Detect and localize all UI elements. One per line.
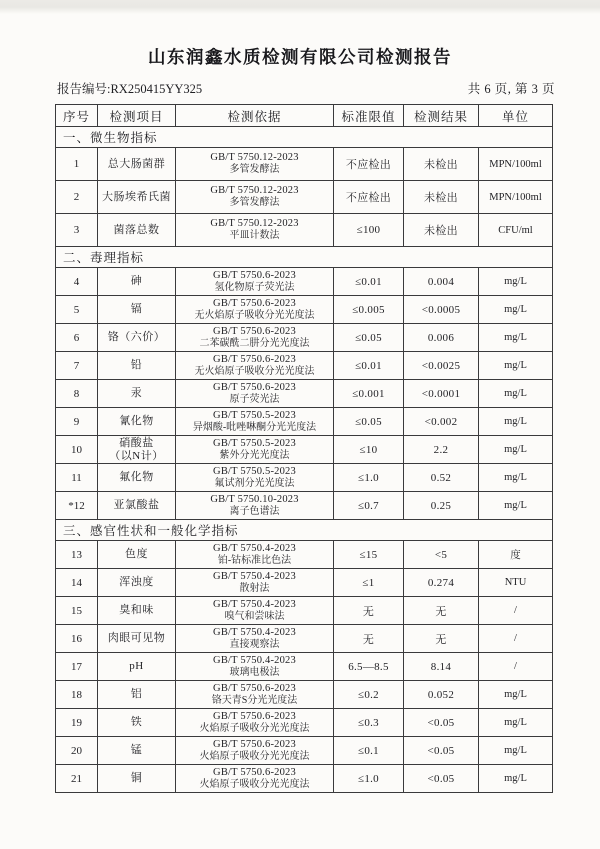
cell-unit: mg/L xyxy=(479,352,553,380)
cell-unit: mg/L xyxy=(479,464,553,492)
cell-test-result: 8.14 xyxy=(404,653,479,681)
cell-standard-limit: ≤0.1 xyxy=(334,737,404,765)
page-indicator: 共 6 页, 第 3 页 xyxy=(467,82,555,96)
cell-test-result: 0.25 xyxy=(404,492,479,520)
column-header-6: 单位 xyxy=(479,105,553,127)
cell-test-item: 硝酸盐 （以N计） xyxy=(98,436,176,464)
cell-test-result: 无 xyxy=(404,597,479,625)
section-title: 二、毒理指标 xyxy=(56,247,553,268)
cell-test-item: 菌落总数 xyxy=(98,214,176,247)
table-row xyxy=(56,296,553,324)
cell-serial-no: 21 xyxy=(56,765,98,793)
cell-serial-no: 10 xyxy=(56,436,98,464)
column-header-3: 检测依据 xyxy=(176,105,334,127)
section-row xyxy=(56,247,553,268)
cell-test-basis: GB/T 5750.4-2023 散射法 xyxy=(176,569,334,597)
cell-test-result: <0.0005 xyxy=(404,296,479,324)
cell-test-item: 铅 xyxy=(98,352,176,380)
cell-test-basis: GB/T 5750.6-2023 无火焰原子吸收分光光度法 xyxy=(176,296,334,324)
cell-unit: mg/L xyxy=(479,436,553,464)
cell-test-result: 0.052 xyxy=(404,681,479,709)
cell-unit: mg/L xyxy=(479,268,553,296)
table-row xyxy=(56,541,553,569)
cell-test-result: <0.0001 xyxy=(404,380,479,408)
cell-test-item: 氰化物 xyxy=(98,408,176,436)
cell-test-basis: GB/T 5750.4-2023 直接观察法 xyxy=(176,625,334,653)
cell-test-basis: GB/T 5750.6-2023 铬天青S分光光度法 xyxy=(176,681,334,709)
cell-test-basis: GB/T 5750.12-2023 多管发酵法 xyxy=(176,181,334,214)
table-row xyxy=(56,464,553,492)
cell-serial-no: 17 xyxy=(56,653,98,681)
cell-test-basis: GB/T 5750.5-2023 紫外分光光度法 xyxy=(176,436,334,464)
table-row xyxy=(56,681,553,709)
table-row xyxy=(56,268,553,296)
cell-unit: 度 xyxy=(479,541,553,569)
table-row xyxy=(56,737,553,765)
cell-test-result: <0.002 xyxy=(404,408,479,436)
cell-standard-limit: 不应检出 xyxy=(334,181,404,214)
cell-unit: / xyxy=(479,597,553,625)
cell-test-result: 未检出 xyxy=(404,148,479,181)
cell-serial-no: 16 xyxy=(56,625,98,653)
cell-test-item: 铁 xyxy=(98,709,176,737)
cell-serial-no: 11 xyxy=(56,464,98,492)
cell-standard-limit: ≤0.3 xyxy=(334,709,404,737)
cell-standard-limit: ≤0.7 xyxy=(334,492,404,520)
cell-test-item: 色度 xyxy=(98,541,176,569)
cell-unit: mg/L xyxy=(479,681,553,709)
table-row xyxy=(56,569,553,597)
cell-test-result: <5 xyxy=(404,541,479,569)
cell-serial-no: 19 xyxy=(56,709,98,737)
table-row xyxy=(56,214,553,247)
cell-serial-no: 20 xyxy=(56,737,98,765)
cell-standard-limit: 无 xyxy=(334,597,404,625)
cell-unit: mg/L xyxy=(479,492,553,520)
cell-serial-no: 4 xyxy=(56,268,98,296)
cell-test-result: 未检出 xyxy=(404,181,479,214)
cell-standard-limit: ≤0.05 xyxy=(334,408,404,436)
cell-standard-limit: ≤0.01 xyxy=(334,268,404,296)
report-meta xyxy=(57,79,555,97)
column-header-1: 序号 xyxy=(56,105,98,127)
cell-unit: mg/L xyxy=(479,380,553,408)
cell-test-result: 未检出 xyxy=(404,214,479,247)
table-row xyxy=(56,653,553,681)
cell-test-basis: GB/T 5750.6-2023 氢化物原子荧光法 xyxy=(176,268,334,296)
column-header-5: 检测结果 xyxy=(404,105,479,127)
table-row xyxy=(56,408,553,436)
cell-standard-limit: ≤100 xyxy=(334,214,404,247)
cell-unit: NTU xyxy=(479,569,553,597)
cell-standard-limit: ≤0.001 xyxy=(334,380,404,408)
cell-test-result: <0.05 xyxy=(404,765,479,793)
column-header-2: 检测项目 xyxy=(98,105,176,127)
page-title: 山东润鑫水质检测有限公司检测报告 xyxy=(148,47,452,67)
cell-test-item: pH xyxy=(98,653,176,681)
section-row xyxy=(56,127,553,148)
cell-test-item: 肉眼可见物 xyxy=(98,625,176,653)
cell-unit: mg/L xyxy=(479,324,553,352)
cell-test-basis: GB/T 5750.4-2023 玻璃电极法 xyxy=(176,653,334,681)
cell-test-result: <0.0025 xyxy=(404,352,479,380)
cell-test-result: 0.004 xyxy=(404,268,479,296)
cell-standard-limit: ≤1 xyxy=(334,569,404,597)
cell-standard-limit: ≤0.01 xyxy=(334,352,404,380)
table-row xyxy=(56,436,553,464)
cell-serial-no: 3 xyxy=(56,214,98,247)
cell-test-basis: GB/T 5750.12-2023 平皿计数法 xyxy=(176,214,334,247)
cell-test-result: <0.05 xyxy=(404,737,479,765)
cell-test-item: 臭和味 xyxy=(98,597,176,625)
cell-test-item: 铝 xyxy=(98,681,176,709)
table-row xyxy=(56,597,553,625)
cell-test-item: 亚氯酸盐 xyxy=(98,492,176,520)
cell-standard-limit: 无 xyxy=(334,625,404,653)
cell-standard-limit: ≤15 xyxy=(334,541,404,569)
cell-test-result: 0.274 xyxy=(404,569,479,597)
cell-unit: mg/L xyxy=(479,765,553,793)
cell-standard-limit: ≤0.05 xyxy=(334,324,404,352)
cell-test-basis: GB/T 5750.10-2023 离子色谱法 xyxy=(176,492,334,520)
cell-test-item: 大肠埃希氏菌 xyxy=(98,181,176,214)
cell-unit: MPN/100ml xyxy=(479,148,553,181)
cell-test-item: 总大肠菌群 xyxy=(98,148,176,181)
table-row xyxy=(56,492,553,520)
cell-test-result: 0.006 xyxy=(404,324,479,352)
table-row xyxy=(56,625,553,653)
cell-test-result: <0.05 xyxy=(404,709,479,737)
cell-unit: mg/L xyxy=(479,408,553,436)
cell-serial-no: 2 xyxy=(56,181,98,214)
cell-test-basis: GB/T 5750.6-2023 二苯碳酰二肼分光光度法 xyxy=(176,324,334,352)
section-row xyxy=(56,520,553,541)
section-title: 三、感官性状和一般化学指标 xyxy=(56,520,553,541)
cell-unit: MPN/100ml xyxy=(479,181,553,214)
cell-serial-no: 13 xyxy=(56,541,98,569)
cell-standard-limit: 不应检出 xyxy=(334,148,404,181)
cell-unit: mg/L xyxy=(479,709,553,737)
section-title: 一、微生物指标 xyxy=(56,127,553,148)
cell-standard-limit: ≤1.0 xyxy=(334,765,404,793)
cell-serial-no: 15 xyxy=(56,597,98,625)
cell-test-basis: GB/T 5750.6-2023 原子荧光法 xyxy=(176,380,334,408)
cell-test-basis: GB/T 5750.6-2023 火焰原子吸收分光光度法 xyxy=(176,737,334,765)
cell-test-item: 铬（六价） xyxy=(98,324,176,352)
table-row xyxy=(56,352,553,380)
cell-test-basis: GB/T 5750.12-2023 多管发酵法 xyxy=(176,148,334,181)
cell-unit: CFU/ml xyxy=(479,214,553,247)
cell-test-item: 浑浊度 xyxy=(98,569,176,597)
cell-serial-no: 18 xyxy=(56,681,98,709)
table-row xyxy=(56,765,553,793)
cell-unit: / xyxy=(479,653,553,681)
cell-test-basis: GB/T 5750.6-2023 火焰原子吸收分光光度法 xyxy=(176,709,334,737)
table-row xyxy=(56,380,553,408)
cell-test-result: 无 xyxy=(404,625,479,653)
table-row xyxy=(56,709,553,737)
cell-unit: / xyxy=(479,625,553,653)
cell-standard-limit: ≤0.005 xyxy=(334,296,404,324)
report-number: 报告编号:RX250415YY325 xyxy=(57,82,203,96)
cell-test-basis: GB/T 5750.5-2023 异烟酸-吡唑啉酮分光光度法 xyxy=(176,408,334,436)
cell-serial-no: 8 xyxy=(56,380,98,408)
table-header-row xyxy=(56,105,553,127)
cell-serial-no: 14 xyxy=(56,569,98,597)
cell-test-basis: GB/T 5750.4-2023 铂-钴标准比色法 xyxy=(176,541,334,569)
cell-test-basis: GB/T 5750.4-2023 嗅气和尝味法 xyxy=(176,597,334,625)
cell-test-item: 砷 xyxy=(98,268,176,296)
cell-test-item: 镉 xyxy=(98,296,176,324)
test-results-table xyxy=(55,104,553,793)
table-row xyxy=(56,148,553,181)
cell-serial-no: 6 xyxy=(56,324,98,352)
cell-test-result: 2.2 xyxy=(404,436,479,464)
cell-serial-no: 9 xyxy=(56,408,98,436)
cell-standard-limit: ≤10 xyxy=(334,436,404,464)
cell-test-item: 锰 xyxy=(98,737,176,765)
table-row xyxy=(56,181,553,214)
cell-test-result: 0.52 xyxy=(404,464,479,492)
cell-serial-no: 5 xyxy=(56,296,98,324)
cell-unit: mg/L xyxy=(479,737,553,765)
cell-test-item: 汞 xyxy=(98,380,176,408)
cell-standard-limit: ≤1.0 xyxy=(334,464,404,492)
cell-test-basis: GB/T 5750.6-2023 无火焰原子吸收分光光度法 xyxy=(176,352,334,380)
cell-test-basis: GB/T 5750.5-2023 氟试剂分光光度法 xyxy=(176,464,334,492)
cell-standard-limit: ≤0.2 xyxy=(334,681,404,709)
cell-standard-limit: 6.5—8.5 xyxy=(334,653,404,681)
cell-test-basis: GB/T 5750.6-2023 火焰原子吸收分光光度法 xyxy=(176,765,334,793)
cell-test-item: 铜 xyxy=(98,765,176,793)
cell-unit: mg/L xyxy=(479,296,553,324)
cell-serial-no: 1 xyxy=(56,148,98,181)
cell-test-item: 氟化物 xyxy=(98,464,176,492)
cell-serial-no: *12 xyxy=(56,492,98,520)
cell-serial-no: 7 xyxy=(56,352,98,380)
column-header-4: 标准限值 xyxy=(334,105,404,127)
table-row xyxy=(56,324,553,352)
